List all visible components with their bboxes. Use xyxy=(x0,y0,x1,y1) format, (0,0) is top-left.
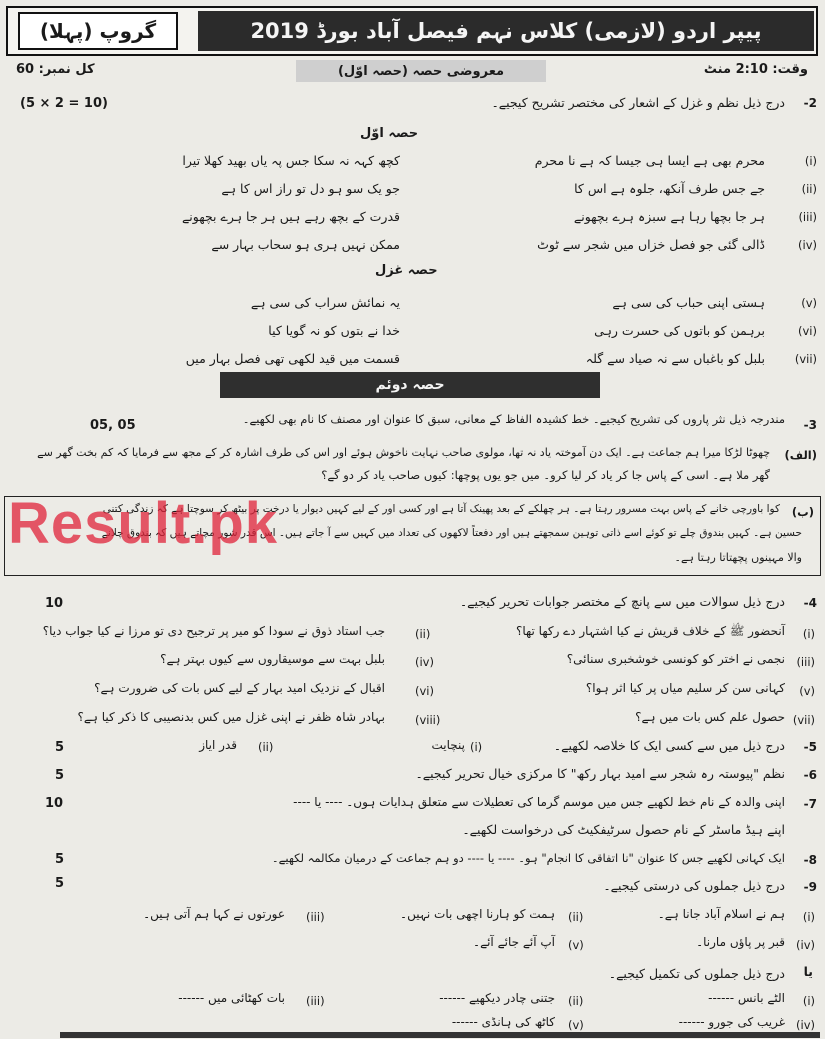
q8-marks: 5 xyxy=(55,852,65,867)
q4-item: بلبل بہت سے موسیقاروں سے کیوں بہتر ہے؟ xyxy=(160,652,385,666)
q8-text: ایک کہانی لکھیے جس کا عنوان "نا اتفاقی کا انجام" ہو۔ ---- یا ---- دو ہم جماعت کے درمیان مکالمہ لکھیے۔ xyxy=(271,851,785,865)
q4-item: حصول علم کس بات میں ہے؟ xyxy=(635,710,785,724)
q3-part-b-line: والا مہینوں پچھتاتا رہتا ہے۔ xyxy=(674,551,802,564)
q6-marks: 5 xyxy=(55,768,65,783)
item-index: (vi) xyxy=(415,684,434,698)
q3-part-b-line: حسین ہے۔ کہیں بندوق چلے تو کوئے اسے ذاتی توہین سمجھتے ہیں اور دفعتاً لاکھوں کی تعداد میں کہیں سے آ جاتے ہیں۔ اس قدر شور مچاتے ہیں کہ بندوق چلانے xyxy=(101,527,802,539)
q9-alt-text: درج ذیل جملوں کی تکمیل کیجیے۔ xyxy=(608,966,785,981)
verse-line: خدا نے بتوں کو نہ گویا کیا xyxy=(268,323,400,338)
q3-part-a-line: چھوٹا لڑکا میرا ہم جماعت ہے۔ ایک دن آموختہ یاد نہ تھا، مولوی صاحب نہایت ناخوش ہوئے اور اس کی طرف اشارہ کر کے مجھ سے فرمایا کہ کم بخت گھر سے xyxy=(37,446,770,459)
item-index: (i) xyxy=(802,994,815,1008)
item-index: (iii) xyxy=(306,994,325,1008)
verse-line: یہ نمائش سراب کی سی ہے xyxy=(250,295,400,310)
q5-number: -5 xyxy=(803,740,817,754)
paper-title: پیپر اردو (لازمی) کلاس نہم فیصل آباد بورڈ 2019 xyxy=(198,11,814,51)
verse-line: کچھ کہہ نہ سکا جس پہ یاں بھید کھلا تیرا xyxy=(182,153,400,168)
section-2-banner: حصہ دوئم xyxy=(220,372,600,398)
verse-index: (iv) xyxy=(798,238,817,252)
site-watermark: Result.pk xyxy=(8,491,279,556)
item-index: (ii) xyxy=(568,910,584,924)
item-index: (v) xyxy=(568,938,584,952)
item-index: (iv) xyxy=(415,655,434,669)
q9-item: عورتوں نے کہا ہم آتی ہیں۔ xyxy=(143,907,285,921)
q4-item: اقبال کے نزدیک امید بہار کے لیے کس بات کی ضرورت ہے؟ xyxy=(94,681,385,695)
verse-line: جو یک سو ہو دل تو راز اس کا ہے xyxy=(221,181,400,196)
q9-alt-item: بات کھٹائی میں ------ xyxy=(178,991,285,1005)
verse-index: (vi) xyxy=(798,324,817,338)
q9-text: درج ذیل جملوں کی درستی کیجیے۔ xyxy=(603,878,785,893)
verse-line: قدرت کے بچھ رہے ہیں ہر جا ہرے بچھونے xyxy=(181,209,400,224)
item-index: (v) xyxy=(799,684,815,698)
q3-text: مندرجہ ذیل نثر پاروں کی تشریح کیجیے۔ خط کشیدہ الفاظ کے معانی، سبق کا عنوان اور مصنف کا نام بھی لکھیے۔ xyxy=(242,412,785,426)
verse-line: ہستی اپنی حباب کی سی ہے xyxy=(612,295,765,310)
option-index: (ii) xyxy=(258,740,274,754)
q4-item: نجمی نے اختر کو کونسی خوشخبری سنائی؟ xyxy=(566,652,785,666)
total-marks: کل نمبر: 60 xyxy=(16,62,95,77)
paper-header xyxy=(6,6,818,56)
item-index: (v) xyxy=(568,1018,584,1032)
item-index: (iii) xyxy=(306,910,325,924)
q5-marks: 5 xyxy=(55,740,65,755)
q4-item: جب استاد ذوق نے سودا کو میر پر ترجیح دی تو مرزا نے کیا جواب دیا؟ xyxy=(42,624,385,638)
verse-index: (vii) xyxy=(794,352,817,366)
q3-part-a-index: (الف) xyxy=(784,448,817,462)
verse-line: ہر جا بچھا رہا ہے سبزہ ہرے بچھونے xyxy=(573,209,765,224)
q3-part-b-index: (ب) xyxy=(791,505,814,519)
verse-line: محرم بھی ہے ایسا ہی جیسا کہ ہے نا محرم xyxy=(534,153,765,168)
q2-marks: (5 × 2 = 10) xyxy=(20,96,108,111)
q3-number: -3 xyxy=(803,418,817,432)
q7-marks: 10 xyxy=(45,796,64,811)
q9-item: ہم نے اسلام آباد جانا ہے۔ xyxy=(657,907,785,921)
q7-number: -7 xyxy=(803,797,817,811)
q5-option: قدر ایاز xyxy=(199,738,237,752)
q3-marks: 05, 05 xyxy=(90,418,136,433)
q3-part-a-line: گھر ملا ہے۔ اسی کے پاس جا کر یاد کر لیا کرو۔ میں جو یوں پوچھا: کیوں صاحب یاد کر دو گے؟ xyxy=(321,468,770,482)
q9-item: قبر پر پاؤں مارنا۔ xyxy=(696,935,785,949)
verse-index: (iii) xyxy=(798,210,817,224)
verse-index: (i) xyxy=(804,154,817,168)
ghazal-heading: حصہ غزل xyxy=(375,263,438,278)
q6-number: -6 xyxy=(803,768,817,782)
nazm-heading: حصہ اوّل xyxy=(360,126,419,141)
q9-alt-item: الٹے بانس ------ xyxy=(708,991,785,1005)
q5-text: درج ذیل میں سے کسی ایک کا خلاصہ لکھیے۔ xyxy=(553,738,785,753)
q9-number: -9 xyxy=(803,880,817,894)
q9-item: ہمت کو ہارنا اچھی بات نہیں۔ xyxy=(400,907,555,921)
q9-alt-item: غریب کی جورو ------ xyxy=(678,1015,785,1029)
item-index: (i) xyxy=(802,627,815,641)
q3-part-b-line: کوا باورچی خانے کے پاس بہت مسرور رہتا ہے۔ ہر چھلکے کے بعد پھینک آتا ہے اور کسی اور کے لیے کہیں دیوار یا درخت پر بیٹھ کر سوچتا ہے کہ زندگی کتنی xyxy=(102,503,780,515)
item-index: (iv) xyxy=(796,938,815,952)
q9-alt-item: کاٹھ کی ہانڈی ------ xyxy=(451,1015,555,1029)
verse-line: ممکن نہیں ہری ہو سحاب بہار سے xyxy=(211,237,400,252)
bottom-border xyxy=(60,1032,820,1038)
item-index: (vii) xyxy=(792,713,815,727)
q9-alt-item: جتنی چادر دیکھیے ------ xyxy=(439,991,555,1005)
item-index: (viii) xyxy=(415,713,441,727)
verse-line: برہمن کو باتوں کی حسرت رہی xyxy=(594,323,765,338)
verse-line: قسمت میں قید لکھی تھی فصل بہار میں xyxy=(185,351,400,366)
q4-text: درج ذیل سوالات میں سے پانچ کے مختصر جوابات تحریر کیجیے۔ xyxy=(459,594,785,609)
verse-index: (ii) xyxy=(801,182,817,196)
q2-text: درج ذیل نظم و غزل کے اشعار کی مختصر تشریح کیجیے۔ xyxy=(491,95,785,110)
item-index: (i) xyxy=(802,910,815,924)
item-index: (ii) xyxy=(415,627,431,641)
q6-text: نظم "پیوستہ رہ شجر سے امید بہار رکھ" کا مرکزی خیال تحریر کیجیے۔ xyxy=(415,766,785,781)
group-label: گروپ (پہلا) xyxy=(18,12,178,50)
verse-line: جے جس طرف آنکھ، جلوہ ہے اس کا xyxy=(574,181,765,196)
section-1-label: معروضی حصہ (حصہ اوّل) xyxy=(296,60,546,82)
verse-line: بلبل کو باغباں سے نہ صیاد سے گلہ xyxy=(585,351,765,366)
q7-line: اپنے ہیڈ ماسٹر کے نام حصول سرٹیفکیٹ کی درخواست لکھیے۔ xyxy=(462,822,785,837)
q8-number: -8 xyxy=(803,853,817,867)
time-allowed: وقت: 2:10 منٹ xyxy=(703,62,808,77)
verse-index: (v) xyxy=(801,296,817,310)
q4-marks: 10 xyxy=(45,596,64,611)
q7-line: اپنی والدہ کے نام خط لکھیے جس میں موسم گرما کی تعطیلات سے متعلق ہدایات ہوں۔ ---- یا ---- xyxy=(293,795,785,809)
q4-item: کہانی سن کر سلیم میاں پر کیا اثر ہوا؟ xyxy=(585,681,785,695)
q5-option: پنچایت xyxy=(431,738,465,752)
q9-item: آپ آئے جائے آئے۔ xyxy=(473,935,555,949)
q9-or: یا xyxy=(803,964,813,979)
item-index: (ii) xyxy=(568,994,584,1008)
verse-line: ڈالی گئی جو فصل خزاں میں شجر سے ٹوٹ xyxy=(537,237,765,252)
q4-number: -4 xyxy=(803,596,817,610)
q4-item: آنحضور ﷺ کے خلاف قریش نے کیا اشتہار دے رکھا تھا؟ xyxy=(515,624,785,638)
meta-row xyxy=(6,60,818,84)
item-index: (iv) xyxy=(796,1018,815,1032)
q4-item: بہادر شاہ ظفر نے اپنی غزل میں کس بدنصیبی کا ذکر کیا ہے؟ xyxy=(77,710,385,724)
q9-marks: 5 xyxy=(55,876,65,891)
option-index: (i) xyxy=(470,740,483,754)
q2-number: -2 xyxy=(803,96,817,110)
item-index: (iii) xyxy=(796,655,815,669)
